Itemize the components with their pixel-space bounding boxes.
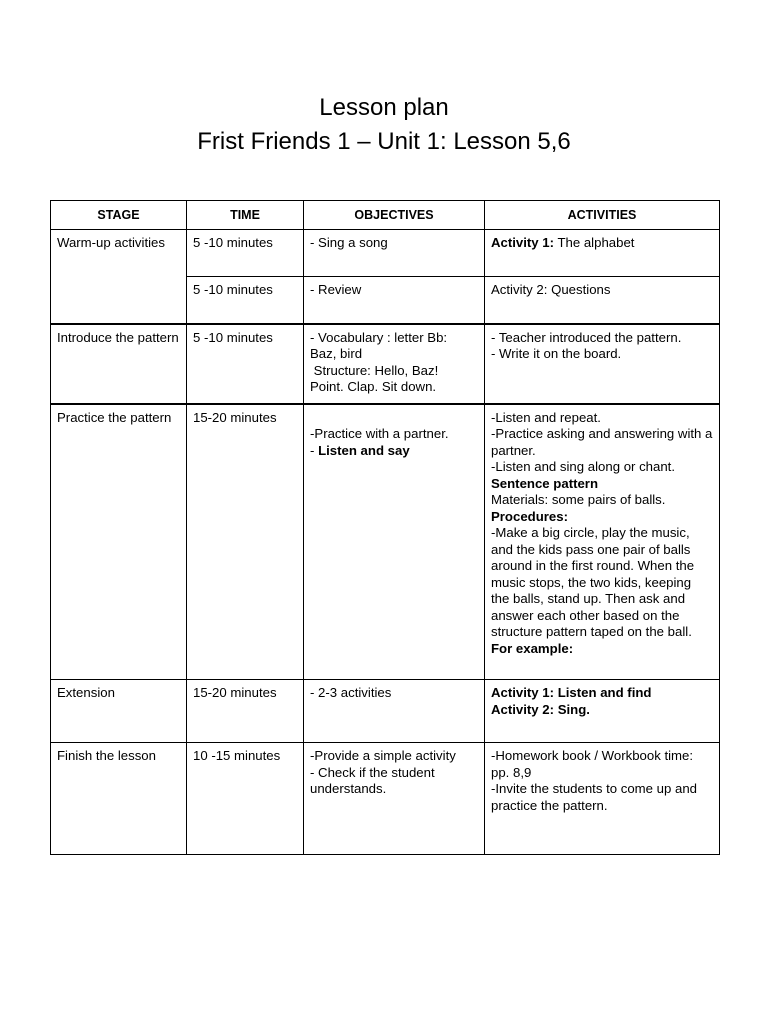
materials-line: Materials: some pairs of balls. (491, 492, 666, 507)
objective-line: Point. Clap. Sit down. (310, 379, 437, 394)
activity-line: Activity 1: Listen and find (491, 685, 652, 700)
page-title: Lesson plan (319, 94, 449, 121)
objective-line (310, 443, 478, 460)
objective-line: - Vocabulary : letter Bb: (310, 329, 448, 345)
time-cell: 5 -10 minutes (187, 277, 304, 324)
objective-line: Baz, bird (310, 346, 363, 361)
header-activities: ACTIVITIES (485, 201, 720, 230)
activity-line: - Teacher introduced the pattern. (491, 329, 682, 345)
table-row-practice (51, 404, 720, 680)
objectives-cell (304, 324, 485, 404)
procedures-heading: Procedures: (491, 508, 568, 524)
activity-line: Activity 2: Sing. (491, 701, 590, 717)
table-row-finish (51, 743, 720, 855)
activities-cell (485, 404, 720, 680)
time-cell: 15-20 minutes (187, 680, 304, 743)
objective-line: -Practice with a partner. (310, 426, 449, 441)
activity-text: The alphabet (554, 235, 635, 250)
table-row-introduce (51, 324, 720, 404)
table-row-warmup-1 (51, 230, 720, 277)
objectives-cell: -Provide a simple activity - Check if the student understands. (304, 743, 485, 855)
activity-label: Activity 1: (491, 235, 555, 250)
lesson-plan-table (50, 200, 720, 855)
header-objectives: OBJECTIVES (304, 201, 485, 230)
table-header-row (51, 201, 720, 230)
stage-cell: Introduce the pattern (51, 324, 187, 404)
activities-cell (485, 680, 720, 743)
objectives-cell: - Sing a song (304, 230, 485, 277)
activity-intro: -Listen and repeat. -Practice asking and answering with a partner. -Listen and sing along or chant. (491, 409, 713, 474)
spacer (310, 410, 478, 427)
header-stage: STAGE (51, 201, 187, 230)
example-heading: For example: (491, 640, 574, 656)
procedures-text: -Make a big circle, play the music, and the kids pass one pair of balls around in the first round. When the music stops, the two kids, keeping the balls, stand up. Then ask and answer each other based on the structure pattern taped on the ball. (491, 525, 695, 639)
activities-cell: Activity 2: Questions (485, 277, 720, 324)
activities-cell: -Homework book / Workbook time: pp. 8,9 -Invite the students to come up and practice the pattern. (485, 743, 720, 855)
sentence-pattern-heading: Sentence pattern (491, 475, 598, 491)
header-time: TIME (187, 201, 304, 230)
time-cell: 5 -10 minutes (187, 230, 304, 277)
objectives-cell: - 2-3 activities (304, 680, 485, 743)
time-cell: 10 -15 minutes (187, 743, 304, 855)
objectives-cell: - Review (304, 277, 485, 324)
objective-prefix: - (310, 442, 319, 458)
objectives-cell (304, 404, 485, 680)
stage-cell: Practice the pattern (51, 404, 187, 680)
activity-line: - Write it on the board. (491, 346, 622, 361)
objective-bold: Listen and say (318, 442, 410, 458)
page-subtitle: Frist Friends 1 – Unit 1: Lesson 5,6 (197, 128, 571, 155)
table-row-extension (51, 680, 720, 743)
stage-cell: Finish the lesson (51, 743, 187, 855)
objective-line: Structure: Hello, Baz! (310, 362, 439, 378)
stage-cell: Extension (51, 680, 187, 743)
time-cell: 5 -10 minutes (187, 324, 304, 404)
activities-cell (485, 230, 720, 277)
activities-cell (485, 324, 720, 404)
time-cell: 15-20 minutes (187, 404, 304, 680)
stage-cell: Warm-up activities (51, 230, 187, 324)
